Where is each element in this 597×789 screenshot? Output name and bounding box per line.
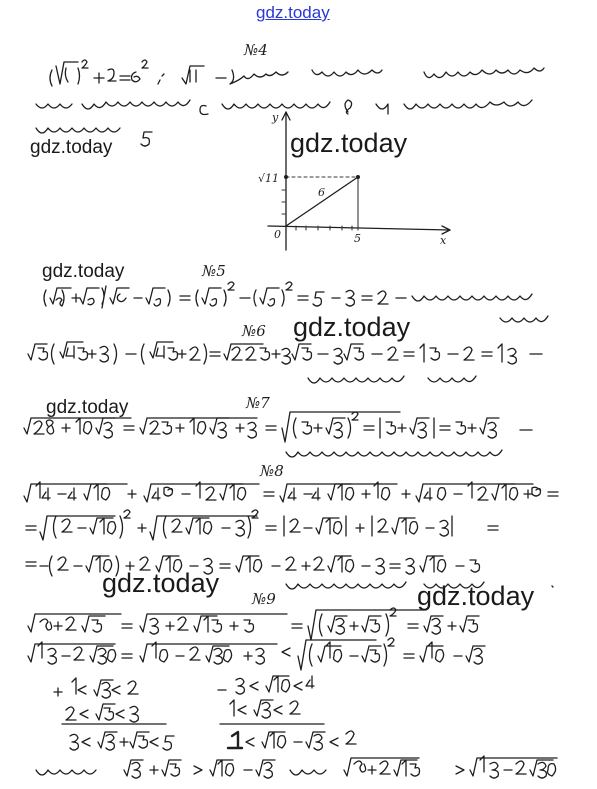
problem-number-4: №4	[244, 41, 268, 59]
watermark-center-top: gdz.today	[290, 128, 408, 158]
graph-y-axis-label: y	[272, 111, 279, 124]
handwriting-line	[36, 128, 152, 146]
watermark-bottom-right: gdz.today	[417, 581, 535, 611]
handwriting-line	[54, 678, 174, 750]
handwriting-line	[50, 60, 544, 86]
header-watermark-link[interactable]: gdz.today	[256, 3, 330, 22]
handwriting-line	[218, 676, 356, 750]
watermark-center-mid: gdz.today	[293, 312, 411, 342]
watermark-left-low: gdz.today	[46, 397, 129, 418]
handwriting-line	[24, 412, 532, 457]
handwriting-line	[36, 756, 557, 778]
coordinate-graph	[258, 111, 450, 250]
watermark-left-top: gdz.today	[30, 137, 113, 158]
graph-x-axis-label: x	[440, 234, 447, 247]
problem-number-8: №8	[260, 462, 284, 480]
problem-number-5: №5	[202, 262, 226, 280]
graph-origin-label: 0	[274, 228, 281, 241]
watermark-left-mid: gdz.today	[42, 261, 125, 282]
handwriting-line	[36, 100, 532, 115]
graph-x-mark: 5	[354, 232, 361, 245]
graph-hypotenuse-mark: 6	[318, 186, 325, 199]
watermark-bottom-left: gdz.today	[102, 568, 220, 598]
problem-number-9: №9	[252, 590, 276, 608]
problem-number-6: №6	[242, 322, 266, 340]
problem-number-7: №7	[246, 394, 270, 412]
handwriting-line	[28, 608, 479, 640]
handwriting-line	[28, 638, 485, 670]
handwriting-line	[44, 282, 548, 322]
handwriting-line	[26, 510, 498, 540]
handwriting-line	[28, 342, 542, 383]
handwriting-line	[26, 556, 553, 589]
handwriting-line	[24, 482, 558, 502]
graph-y-mark: √11	[258, 172, 280, 185]
